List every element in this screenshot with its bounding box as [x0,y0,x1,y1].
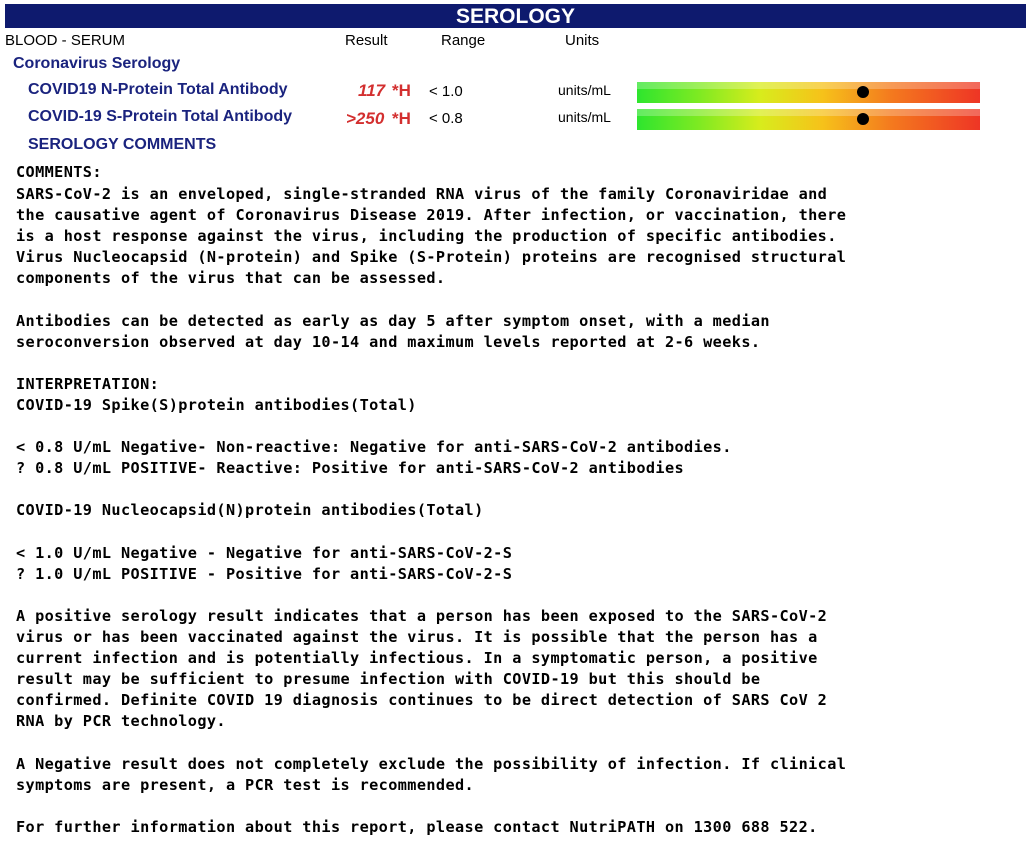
test-name: COVID-19 S-Protein Total Antibody [28,108,293,125]
gauge-highlight [637,82,980,89]
gauge-marker [857,113,869,125]
comment-line: Antibodies can be detected as early as day 5 after symptom onset, with a median [16,311,770,330]
range-column-header: Range [441,32,486,49]
blank-line [16,796,1026,817]
blank-line [16,353,1026,374]
comment-line: Virus Nucleocapsid (N-protein) and Spike (S-Protein) proteins are recognised structural [16,248,847,267]
comment-line: SARS-CoV-2 is an enveloped, single-stranded RNA virus of the family Coronaviridae and [16,185,828,203]
result-gauge [637,109,980,130]
result-value: >250 [346,109,385,128]
comment-line: current infection and is potentially infectious. In a symptomatic person, a positive [16,649,818,668]
comment-line: For further information about this report, please contact NutriPATH on 1300 688 522. [16,817,818,836]
comment-line: A Negative result does not completely exclude the possibility of infection. If clinical [16,754,847,773]
reference-range: < 0.8 [429,110,463,127]
high-flag: *H [392,81,411,100]
comment-line: is a host response against the virus, including the production of specific antibodies. [16,227,837,246]
result-value: 117 [358,81,386,100]
comments-section-title: SEROLOGY COMMENTS [28,136,217,153]
comments-heading: COMMENTS: [16,163,102,181]
comment-line: symptoms are present, a PCR test is recommended. [16,775,475,794]
blank-line [16,416,1026,437]
blank-line [16,585,1026,606]
comment-line: < 1.0 U/mL Negative - Negative for anti-SARS-CoV-2-S [16,543,513,562]
comment-line: confirmed. Definite COVID 19 diagnosis continues to be direct detection of SARS CoV 2 [16,691,828,710]
comment-line: result may be sufficient to presume infection with COVID-19 but this should be [16,670,761,689]
report-banner [5,4,1026,28]
units: units/mL [558,109,611,125]
gauge-marker [857,86,869,98]
comment-line: RNA by PCR technology. [16,712,226,731]
test-row-s-protein [0,108,1030,132]
comment-line: the causative agent of Coronavirus Disease 2019. After infection, or vaccination, there [16,206,847,225]
comment-line: COVID-19 Nucleocapsid(N)protein antibodies(Total) [16,501,484,520]
section-title: Coronavirus Serology [13,55,181,72]
blank-line [16,522,1026,543]
test-name: COVID19 N-Protein Total Antibody [28,81,288,98]
units: units/mL [558,82,611,98]
specimen-label: BLOOD - SERUM [5,32,126,49]
comment-line: ? 0.8 U/mL POSITIVE- Reactive: Positive for anti-SARS-CoV-2 antibodies [16,459,685,478]
banner-title: SEROLOGY [455,5,576,28]
comment-line: COVID-19 Spike(S)protein antibodies(Total) [16,395,417,414]
comment-line: < 0.8 U/mL Negative- Non-reactive: Negative for anti-SARS-CoV-2 antibodies. [16,438,732,457]
comment-line: components of the virus that can be assessed. [16,269,446,288]
units-column-header: Units [565,32,600,49]
high-flag: *H [392,109,411,128]
result-gauge [637,82,980,103]
blank-line [16,479,1026,500]
comment-line: INTERPRETATION: [16,374,160,393]
comments-body [16,184,1026,838]
blank-line [16,289,1026,310]
blank-line [16,732,1026,753]
comment-line: seroconversion observed at day 10-14 and maximum levels reported at 2-6 weeks. [16,332,761,351]
comment-line: A positive serology result indicates that a person has been exposed to the SARS-CoV-2 [16,606,828,625]
comment-line: virus or has been vaccinated against the virus. It is possible that the person has a [16,627,818,646]
test-row-n-protein [0,81,1030,105]
comment-line: ? 1.0 U/mL POSITIVE - Positive for anti-SARS-CoV-2-S [16,564,513,583]
gauge-highlight [637,109,980,116]
result-column-header: Result [345,32,388,49]
reference-range: < 1.0 [429,83,463,100]
